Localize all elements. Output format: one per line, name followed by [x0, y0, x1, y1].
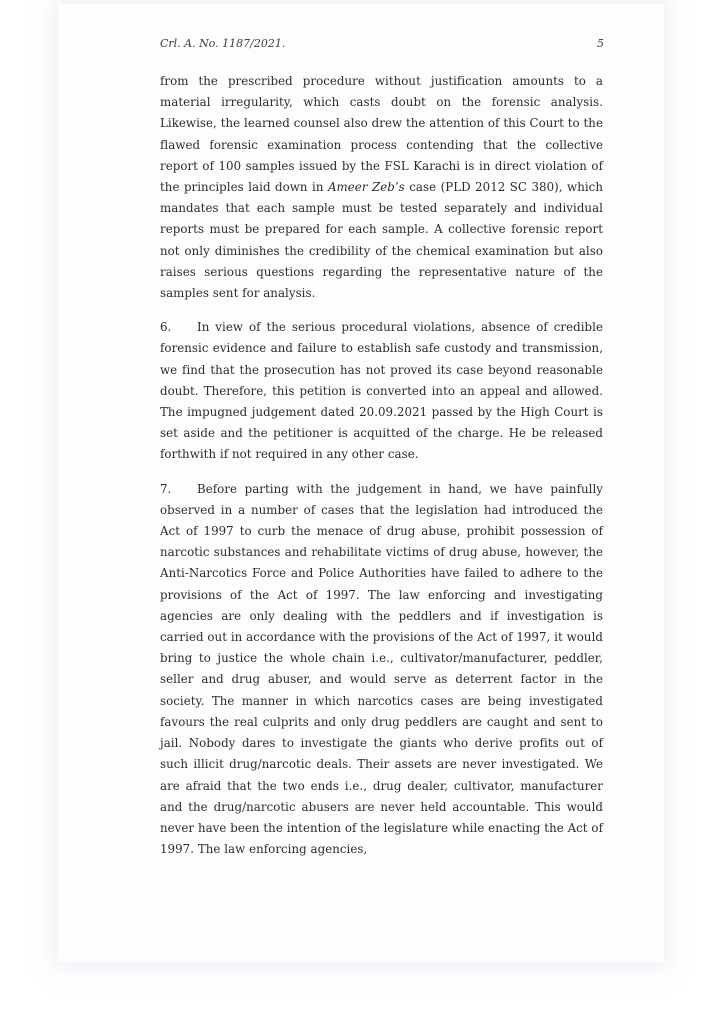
paragraph-number: 7. [160, 481, 172, 496]
paragraph-continued [160, 71, 603, 304]
paragraph-text: case (PLD 2012 SC 380), which mandates that each sample must be tested separately and individual reports must be prepared for each sample. A collective forensic report not only diminishes the credibility of the chemical examination but also raises serious questions regarding the representative nature of the samples sent for analysis. [160, 180, 603, 301]
paragraph-text: from the prescribed procedure without justification amounts to a material irregularity, which casts doubt on the forensic analysis. Likewise, the learned counsel also drew the attention of this Court to the flawed forensic examination process contending that the collective report of 100 samples issued by the FSL Karachi is in direct violation of the principles laid down in [160, 74, 603, 195]
case-citation-name: Ameer Zeb’s [327, 180, 405, 195]
paragraph-6 [160, 317, 603, 465]
case-number: Crl. A. No. 1187/2021. [160, 37, 286, 50]
paragraph-text: Before parting with the judgement in hand, we have painfully observed in a number of cases that the legislation had introduced the Act of 1997 to curb the menace of drug abuse, prohibit possession of narcotic substances and rehabilitate victims of drug abuse, however, the Anti-Narcotics Force and Police Authorities have failed to adhere to the provisions of the Act of 1997. The law enforcing and investigating agencies are only dealing with the peddlers and if investigation is carried out in accordance with the provisions of the Act of 1997, it would bring to justice the whole chain i.e., cultivator/manufacturer, peddler, seller and drug abuser, and would serve as deterrent factor in the society. The manner in which narcotics cases are being investigated favours the real culprits and only drug peddlers are caught and sent to jail. Nobody dares to investigate the giants who derive profits out of such illicit drug/narcotic deals. Their assets are never investigated. We are afraid that the two ends i.e., drug dealer, cultivator, manufacturer and the drug/narcotic abusers are never held accountable. This would never have been the intention of the legislature while enacting the Act of 1997. The law enforcing agencies, [160, 481, 603, 857]
page-header [160, 37, 604, 53]
paragraph-text: In view of the serious procedural violations, absence of credible forensic evidence and failure to establish safe custody and transmission, we find that the prosecution has not proved its case beyond reasonable doubt. Therefore, this petition is converted into an appeal and allowed. The impugned judgement dated 20.09.2021 passed by the High Court is set aside and the petitioner is acquitted of the charge. He be released forthwith if not required in any other case. [160, 320, 603, 462]
paragraph-7 [160, 479, 603, 861]
document-body [160, 71, 603, 873]
paragraph-number: 6. [160, 320, 172, 335]
page-number: 5 [597, 37, 604, 50]
